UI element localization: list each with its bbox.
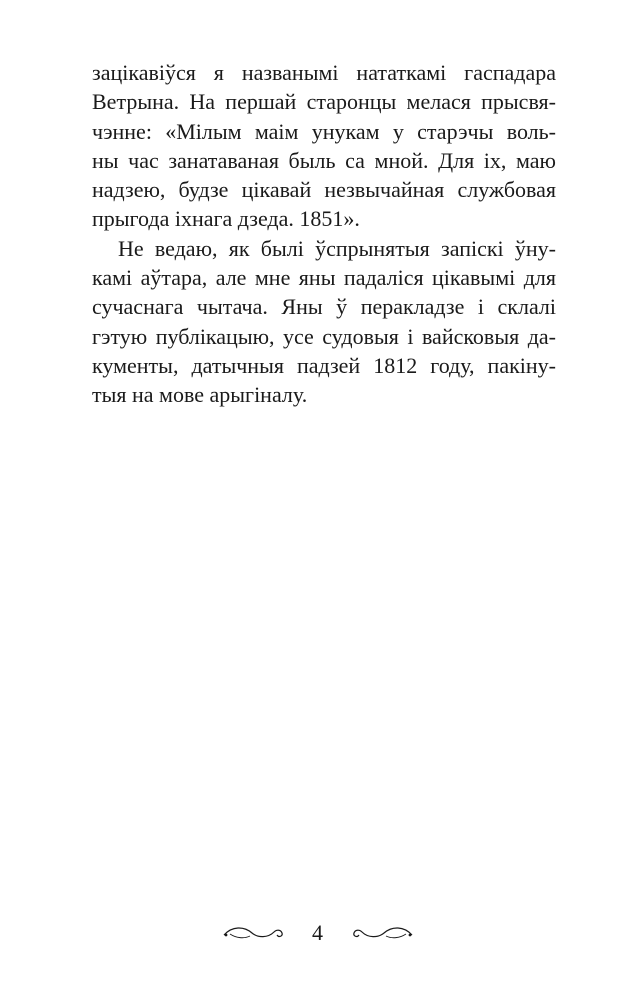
text-line: тыя на мове арыгіналу.: [92, 382, 308, 408]
text-line: зацікавіўся я названымі нататкамі гаспадара: [92, 60, 556, 85]
text-line: кументы, датычныя падзей 1812 году, пакіну-: [92, 352, 556, 378]
flourish-left-icon: [222, 922, 284, 944]
page-number: 4: [312, 920, 323, 945]
text-line: Ветрына. На першай старонцы мелася прысвя-: [92, 89, 556, 115]
text-line: надзею, будзе цікавай незвычайная службовая: [92, 177, 556, 203]
page-footer: [0, 918, 635, 948]
paragraph-first-line: Не ведаю, як былі ўспрынятыя запіскі ўну-: [118, 235, 556, 261]
text-line: ны час занатаваная быль са мной. Для іх, маю: [92, 147, 556, 173]
flourish-right-icon: [352, 922, 414, 944]
text-line: чэнне: «Мілым маім унукам у старэчы воль-: [92, 118, 556, 144]
text-line: гэтую публікацыю, усе судовыя і вайсковыя да-: [92, 323, 556, 349]
text-line: камі аўтара, але мне яны падаліся цікавымі для: [92, 265, 556, 291]
text-line: сучаснага чытача. Яны ў перакладзе і склалі: [92, 294, 556, 320]
text-line: прыгода іхнага дзеда. 1851».: [92, 206, 360, 232]
body-text: [92, 58, 556, 410]
